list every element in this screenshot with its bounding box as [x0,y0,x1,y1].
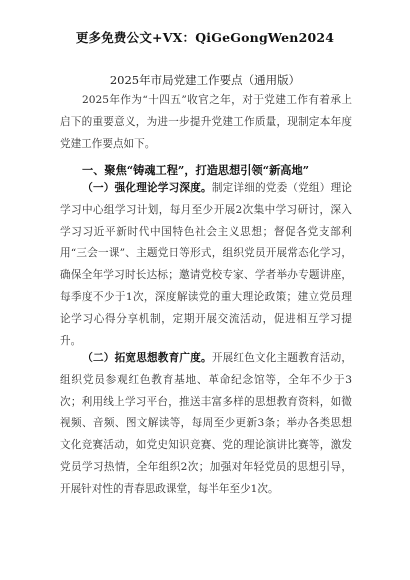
section-1-heading: 一、聚焦“铸魂工程”，打造思想引领“新高地” [82,163,310,177]
subsection-1-paragraph [60,178,352,352]
subsection-2-heading: （二）拓宽思想教育广度。 [82,352,212,364]
document-title: 2025年市局党建工作要点（通用版） [109,73,301,87]
subsection-2-paragraph [60,348,352,501]
promo-banner: 更多免费公文+VX：QiGeGongWen2024 [75,30,335,45]
subsection-2-body: 开展红色文化主题教育活动，组织党员参观红色教育基地、革命纪念馆等，全年不少于3次；利用线上学习平台，推送丰富多样的思想教育资料，如微视频、音频、图文解读等，每周至少更新3条；举办各类思想文化竞赛活动，如党史知识竞赛、党的理论演讲比赛等，激发党员学习热情，全年组织2次；加强对年轻党员的思想引导，开展针对性的青春思政课堂，每半年至少1次。 [60,352,353,495]
subsection-1-heading: （一）强化理论学习深度。 [82,182,212,194]
intro-paragraph [60,90,352,155]
intro-text: 2025年作为“十四五”收官之年，对于党建工作有着承上启下的重要意义，为进一步提升党建工作质量，现制定本年度党建工作要点如下。 [60,94,352,150]
subsection-1-body: 制定详细的党委（党组）理论学习中心组学习计划，每月至少开展2次集中学习研讨，深入学习习近平新时代中国特色社会主义思想；督促各党支部利用“三会一课”、主题党日等形式，组织党员开展常态化学习，确保全年学习时长达标；邀请党校专家、学者举办专题讲座，每季度不少于1次，深度解读党的重大理论政策；建立党员理论学习心得分享机制，定期开展交流活动，促进相互学习提升。 [60,182,353,347]
